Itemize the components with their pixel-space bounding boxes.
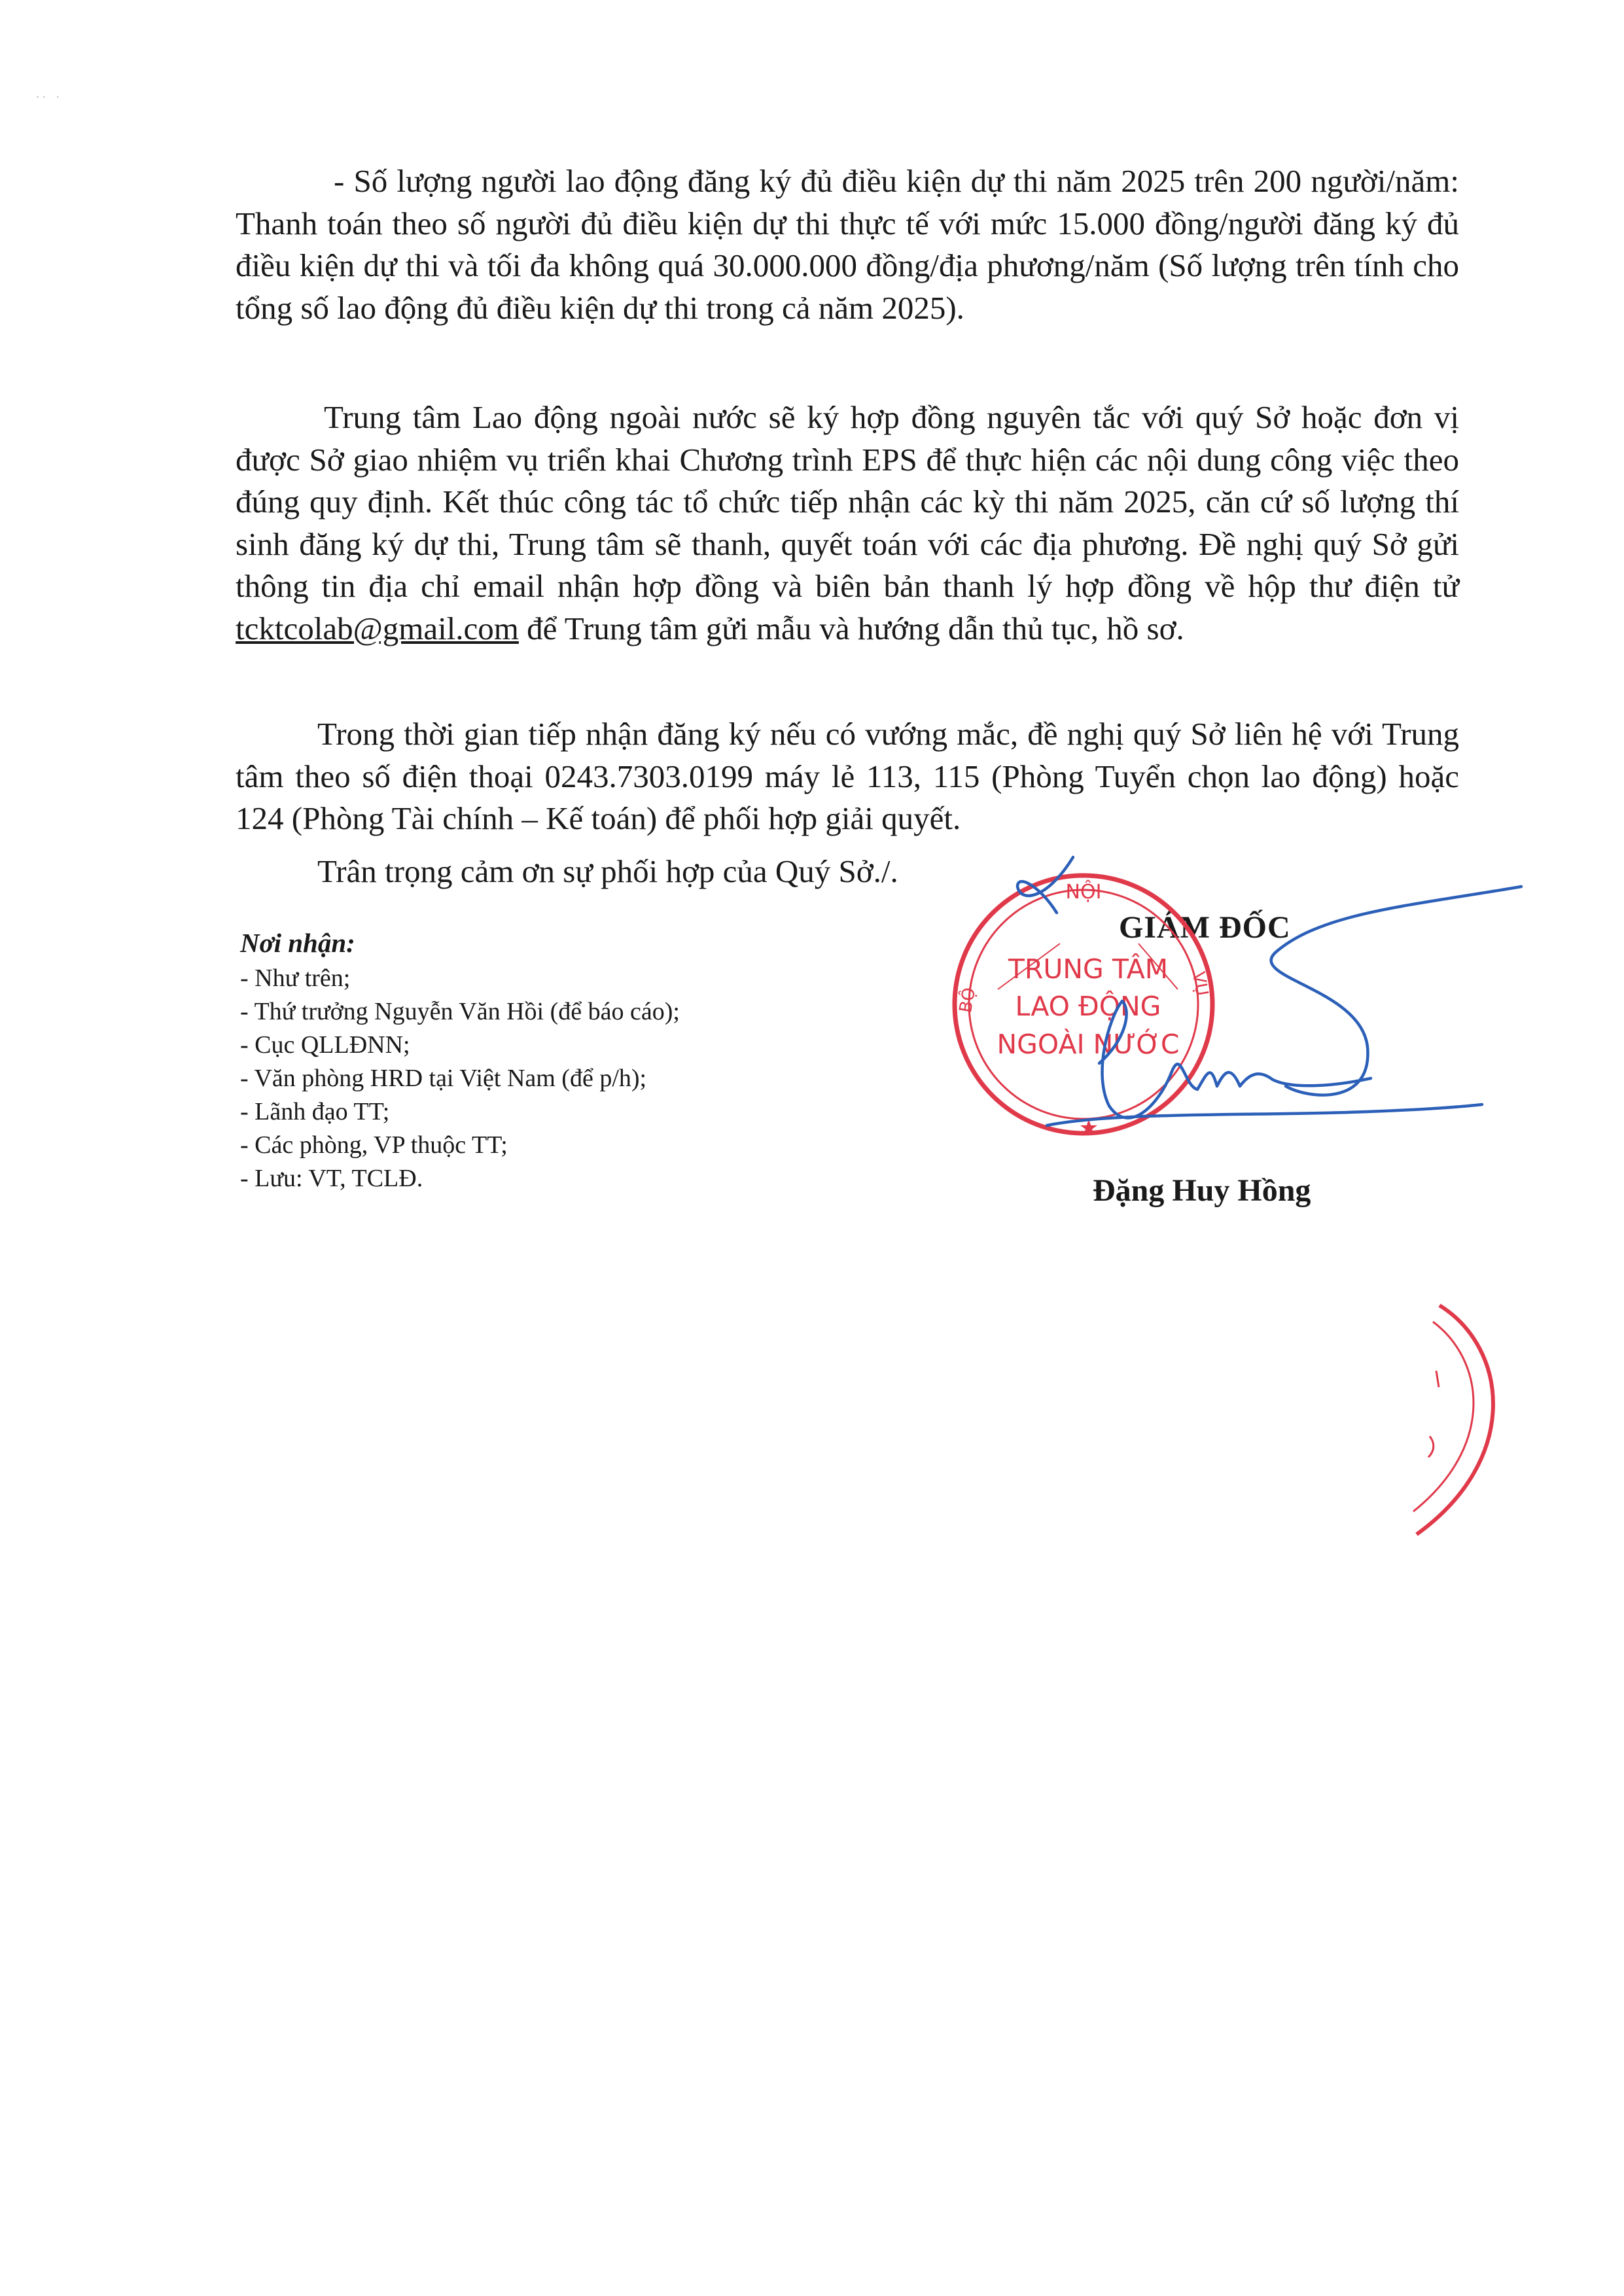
seal-star-icon: ★ — [1078, 1115, 1099, 1141]
paragraph-text-tail: để Trung tâm gửi mẫu và hướng dẫn thủ tục, hồ sơ. — [527, 610, 1184, 646]
recipient-item: - Văn phòng HRD tại Việt Nam (để p/h); — [240, 1062, 894, 1095]
recipient-item: - Lãnh đạo TT; — [240, 1095, 894, 1129]
seal-text-line-3: NGOÀI NƯỚC — [997, 1029, 1180, 1060]
seal-text — [955, 879, 1212, 1141]
partial-stamp-edge — [1413, 1305, 1493, 1534]
recipient-item: - Lưu: VT, TCLĐ. — [240, 1162, 894, 1195]
seal-text-top: NỘI — [1065, 881, 1102, 904]
email-link[interactable]: tcktcolab@gmail.com — [236, 610, 519, 646]
partial-stamp-marks — [1428, 1371, 1439, 1457]
paragraph-text: Trân trọng cảm ơn sự phối hợp của Quý Sở./. — [317, 853, 898, 889]
paragraph-text: - Số lượng người lao động đăng ký đủ điều kiện dự thi năm 2025 trên 200 người/năm: Thanh toán theo số người đủ điều kiện dự thi thực tế với mức 15.000 đồng/người đăng ký đủ điều kiện dự thi và tối đa không quá 30.000.000 đồng/địa phương/năm (Số lượng trên tính cho tổng số lao động đủ điều kiện dự thi trong cả năm 2025). — [236, 163, 1459, 326]
paragraph-text: Trung tâm Lao động ngoài nước sẽ ký hợp đồng nguyên tắc với quý Sở hoặc đơn vị được Sở giao nhiệm vụ triển khai Chương trình EPS để thực hiện các nội dung công việc theo đúng quy định. Kết thúc công tác tổ chức tiếp nhận các kỳ thi năm 2025, căn cứ số lượng thí sinh đăng ký dự thi, Trung tâm sẽ thanh, quyết toán với các địa phương. Đề nghị quý Sở gửi thông tin địa chỉ email nhận hợp đồng và biên bản thanh lý hợp đồng về hộp thư điện tử — [236, 399, 1459, 604]
recipients-title: Nơi nhận: — [240, 928, 355, 958]
seal-text-left: BỘ — [956, 986, 980, 1015]
signer-name: Đặng Huy Hồng — [1093, 1173, 1311, 1208]
partial-stamp-inner-arc — [1413, 1322, 1474, 1511]
seal-text-line-1: TRUNG TÂM — [1008, 953, 1169, 985]
partial-stamp-outer-arc — [1417, 1305, 1493, 1534]
seal-text-line-2: LAO ĐỘNG — [1015, 991, 1161, 1022]
recipient-item: - Cục QLLĐNN; — [240, 1029, 894, 1062]
paragraph-text: Trong thời gian tiếp nhận đăng ký nếu có vướng mắc, đề nghị quý Sở liên hệ với Trung tâm theo số điện thoại 0243.7303.0199 máy lẻ 113, 115 (Phòng Tuyển chọn lao động) hoặc 124 (Phòng Tài chính – Kế toán) để phối hợp giải quyết. — [236, 716, 1459, 836]
recipient-item: - Các phòng, VP thuộc TT; — [240, 1129, 894, 1162]
seal-text-right: VỤ — [1188, 970, 1212, 998]
recipient-item: - Như trên; — [240, 962, 894, 995]
signature-stroke-loop — [1271, 887, 1521, 1095]
signer-title: GIÁM ĐỐC — [1119, 910, 1291, 945]
recipient-item: - Thứ trưởng Nguyễn Văn Hồi (để báo cáo); — [240, 995, 894, 1029]
scan-specks: ˙ ˙ ˙ — [36, 95, 60, 106]
